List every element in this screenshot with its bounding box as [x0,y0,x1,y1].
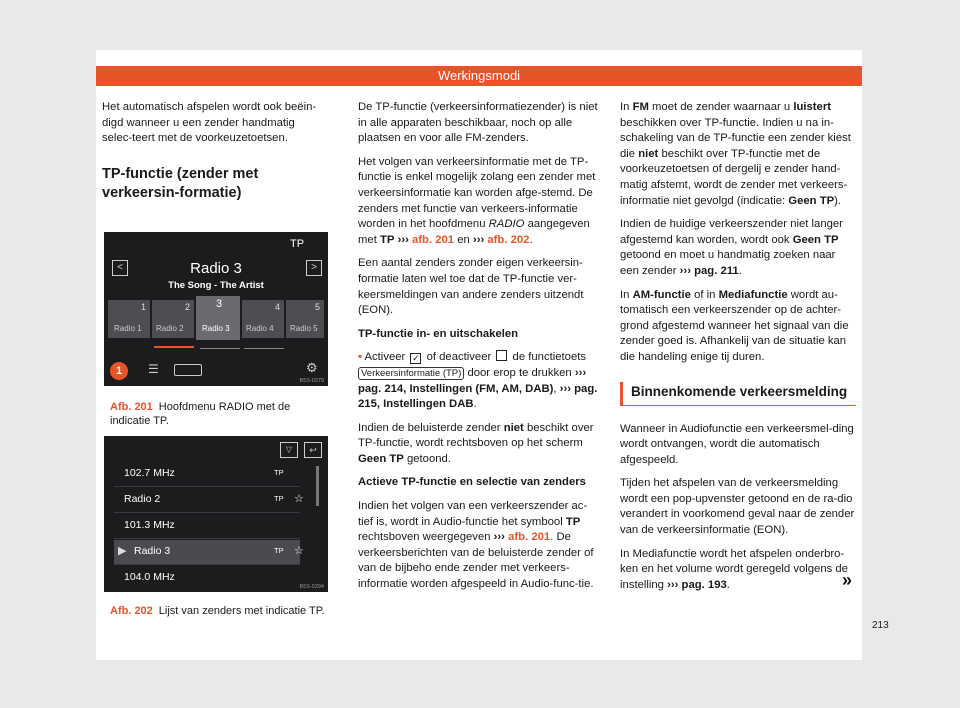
figure-201-caption-text: Hoofdmenu RADIO met de indicatie TP. [110,401,291,427]
preset-button-2[interactable]: 2 Radio 2 [152,300,194,338]
radio-main-screen [104,232,328,386]
section-header-bar [96,66,862,86]
column-right [620,100,856,601]
paragraph: Indien de huidige verkeerszender niet langer afgestemd kan worden, wordt ook Geen TP getoond en moet u handmatig zoeken naar een zender ››› pag. 211. [620,218,843,277]
page-indicator [200,348,240,349]
paragraph: Tijden het afspelen van de verkeersmelding wordt een pop-upvenster getoond en de ra-dio verandert in voorkomend geval naar de zender van de verkeersinformatie (EON). [620,477,855,537]
favorite-star-icon[interactable]: ☆ [294,545,304,557]
station-row[interactable]: 104.0 MHz [124,571,175,583]
page-ref-link[interactable]: pag. 211 [694,264,739,277]
favorite-star-icon[interactable]: ☆ [294,493,304,505]
figure-202-caption-block [110,598,330,618]
paragraph: Het volgen van verkeersinformatie met de TP-functie is enkel mogelijk zolang een zender met verkeersinformatie kan worden afge-stemd. De zenders met functie van verkeers-informatie worden in het hoofdmenu RADIO aangegeven met TP ››› afb. 201 en ››› afb. 202. [358,155,596,246]
subheading: TP-functie in- en uitschakelen [358,327,519,340]
checkbox-checked-icon: ✓ [412,353,420,364]
figure-202-caption [110,604,330,618]
figure-code: B5S-0294 [299,584,324,590]
figure-ref-link[interactable]: afb. 201 [508,531,551,544]
paragraph: Een aantal zenders zonder eigen verkeersin-formatie laten wel toe dat de TP-functie ver-keersmeldingen van andere zenders uitzendt (EON). [358,257,584,317]
manual-page [96,50,889,660]
settings-gear-icon[interactable]: ⚙ [306,360,318,375]
keypad-icon[interactable] [174,364,202,376]
figure-202-label: Afb. 202 [110,605,153,617]
preset-button-5[interactable]: 5 Radio 5 [286,300,324,338]
back-icon[interactable]: ↩ [304,442,322,458]
figure-201-caption-block [110,394,330,428]
paragraph: In AM-functie of in Mediafunctie wordt au-tomatisch een verkeerszender op de achter-grond afgestemd wanneer het signaal van die zender goed is. Afhankelij van de situatie kan die handeling enige tij duren. [620,288,849,363]
callout-marker: 1 [110,362,128,380]
filter-dropdown-icon[interactable]: ▽ [280,442,298,458]
column-left [102,100,328,219]
bullet-item: • Activeer ✓ of deactiveer de functietoets Verkeersinformatie (TP) door erop te drukken ››› pag. 214, Instellingen (FM, AM, DAB), ››› pag. 215, Instellingen DAB. [358,351,598,411]
figure-ref-link[interactable]: afb. 202 [487,233,530,246]
next-arrow-icon[interactable]: > [306,260,322,276]
song-info: The Song - The Artist [168,280,264,291]
figure-202-caption-text: Lijst van zenders met indicatie TP. [158,605,325,617]
tp-heading: TP-functie (zender met verkeersin-formatie) [102,165,259,201]
intro-paragraph: Het automatisch afspelen wordt ook beëin-digd wanneer u een zender handmatig selec-teert met de voorkeuzetoetsen. [102,101,317,145]
figure-ref-link[interactable]: afb. 201 [412,233,455,246]
figure-code: B5S-0279 [299,378,324,384]
figure-201-label: Afb. 201 [110,401,153,413]
station-list-screen [104,436,328,592]
paragraph: Indien de beluisterde zender niet beschikt over TP-functie, wordt rechtsboven op het scherm Geen TP getoond. [358,421,594,465]
play-icon: ▶ [118,545,127,557]
column-middle [358,100,602,601]
previous-arrow-icon[interactable]: < [112,260,128,276]
tp-indicator: TP [290,238,305,250]
paragraph: In FM moet de zender waarnaar u luistert beschikken over TP-functie. Indien u na in-schakeling van de TP-functie een zender kiest die niet beschikt over TP-functie met de voorkeuzetoetsen of dergelij e zender hand-matig afstemt, wordt de zender met verkeers-informatie niet gevolgd (indicatie: Geen TP). [620,101,851,207]
page-ref-link[interactable]: pag. 215, Instellingen DAB [358,382,598,411]
preset-button-1[interactable]: 1 Radio 1 [108,300,150,338]
preset-button-4[interactable]: 4 Radio 4 [242,300,284,338]
function-key: Verkeersinformatie (TP) [358,367,464,380]
page-ref-link[interactable]: pag. 193 [681,578,727,591]
list-icon[interactable]: ☰ [148,362,159,376]
page-indicator [244,348,284,349]
incoming-message-heading: Binnenkomende verkeersmelding [620,382,856,406]
preset-button-3-active[interactable]: 3 Radio 3 [196,296,240,340]
page-number: 213 [872,620,889,631]
station-row[interactable]: 102.7 MHz TP [114,462,300,487]
page-ref-link[interactable]: pag. 214, Instellingen (FM, AM, DAB) [358,382,554,395]
scrollbar[interactable] [316,466,319,506]
subheading: Actieve TP-functie en selectie van zenders [358,476,586,489]
figure-201-caption [110,400,330,428]
station-name: Radio 3 [190,260,242,277]
section-title: Werkingsmodi [437,68,521,83]
page-indicator-active [154,346,194,348]
checkbox-empty-icon [496,350,507,361]
continued-indicator: » [842,570,853,590]
station-row-active[interactable]: ▶ Radio 3 TP ☆ [114,540,300,565]
paragraph: Indien het volgen van een verkeerszender ac-tief is, wordt in Audio-functie het symbool TP rechtsboven weergegeven ››› afb. 201. De verkeersberichten van de beluisterde zender of van de bijbeho ende zender met verkeers-informatie worden afgespeeld in Audio-func-tie. [358,500,594,591]
paragraph: In Mediafunctie wordt het afspelen onderbro-ken en het volume wordt geregeld volgens de instelling ››› pag. 193. [620,547,848,591]
station-row[interactable]: Radio 2 TP ☆ [114,488,300,513]
paragraph: Wanneer in Audiofunctie een verkeersmel-ding wordt ontvangen, wordt die automatisch afgespeeld. [620,422,854,466]
station-row[interactable]: 101.3 MHz [114,514,300,539]
paragraph: De TP-functie (verkeersinformatiezender) is niet in alle apparaten beschikbaar, noch op alle plaatsen en voor alle FM-zenders. [358,101,598,145]
